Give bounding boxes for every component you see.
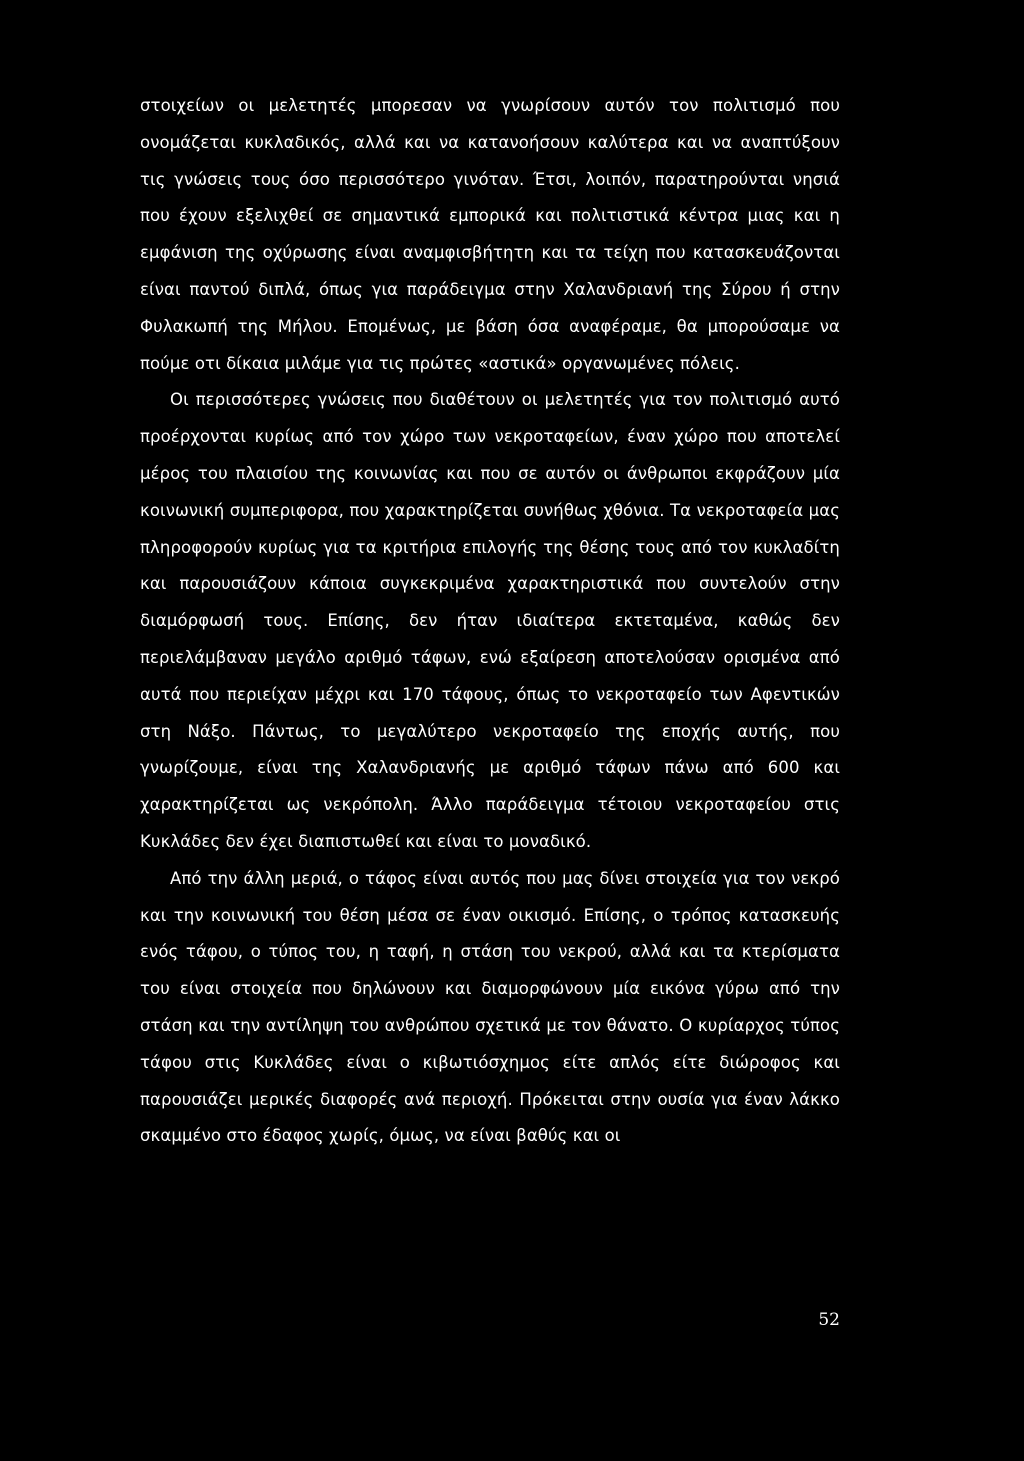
body-text [140, 88, 840, 1155]
paragraph: Οι περισσότερες γνώσεις που διαθέτουν οι μελετητές για τον πολιτισμό αυτό προέρχονται κυρίως από τον χώρο των νεκροταφείων, έναν χώρο που αποτελεί μέρος του πλαισίου της κοινωνίας και που σε αυτόν οι άνθρωποι εκφράζουν μία κοινωνική συμπεριφορα, που χαρακτηρίζεται συνήθως χθόνια. Τα νεκροταφεία μας πληροφορούν κυρίως για τα κριτήρια επιλογής της θέσης τους από τον κυκλαδίτη και παρουσιάζουν κάποια συγκεκριμένα χαρακτηριστικά που συντελούν στην διαμόρφωσή τους. Επίσης, δεν ήταν ιδιαίτερα εκτεταμένα, καθώς δεν περιελάμβαναν μεγάλο αριθμό τάφων, ενώ εξαίρεση αποτελούσαν ορισμένα από αυτά που περιείχαν μέχρι και 170 τάφους, όπως το νεκροταφείο των Αφεντικών στη Νάξο. Πάντως, το μεγαλύτερο νεκροταφείο της εποχής αυτής, που γνωρίζουμε, είναι της Χαλανδριανής με αριθμό τάφων πάνω από 600 και χαρακτηρίζεται ως νεκρόπολη. Άλλο παράδειγμα τέτοιου νεκροταφείου στις Κυκλάδες δεν έχει διαπιστωθεί και είναι το μοναδικό. [140, 390, 840, 851]
paragraph: Από την άλλη μεριά, ο τάφος είναι αυτός που μας δίνει στοιχεία για τον νεκρό και την κοινωνική του θέση μέσα σε έναν οικισμό. Επίσης, ο τρόπος κατασκευής ενός τάφου, ο τύπος του, η ταφή, η στάση του νεκρού, αλλά και τα κτερίσματα του είναι στοιχεία που δηλώνουν και διαμορφώνουν μία εικόνα γύρω από την στάση και την αντίληψη του ανθρώπου σχετικά με τον θάνατο. Ο κυρίαρχος τύπος τάφου στις Κυκλάδες είναι ο κιβωτιόσχημος είτε απλός είτε διώροφος και παρουσιάζει μερικές διαφορές ανά περιοχή. Πρόκειται στην ουσία για έναν λάκκο σκαμμένο στο έδαφος χωρίς, όμως, να είναι βαθύς και οι [140, 868, 840, 1146]
page-number: 52 [818, 1310, 840, 1330]
paragraph-continued: στοιχείων οι μελετητές μπορεσαν να γνωρίσουν αυτόν τον πολιτισμό που ονομάζεται κυκλαδικός, αλλά και να κατανοήσουν καλύτερα και να αναπτύξουν τις γνώσεις τους όσο περισσότερο γινόταν. Έτσι, λοιπόν, παρατηρούνται νησιά που έχουν εξελιχθεί σε σημαντικά εμπορικά και πολιτιστικά κέντρα μιας και η εμφάνιση της οχύρωσης είναι αναμφισβήτητη και τα τείχη που κατασκευάζονται είναι παντού διπλά, όπως για παράδειγμα στην Χαλανδριανή της Σύρου ή στην Φυλακωπή της Μήλου. Επομένως, με βάση όσα αναφέραμε, θα μπορούσαμε να πούμε οτι δίκαια μιλάμε για τις πρώτες «αστικά» οργανωμένες πόλεις. [140, 96, 840, 373]
